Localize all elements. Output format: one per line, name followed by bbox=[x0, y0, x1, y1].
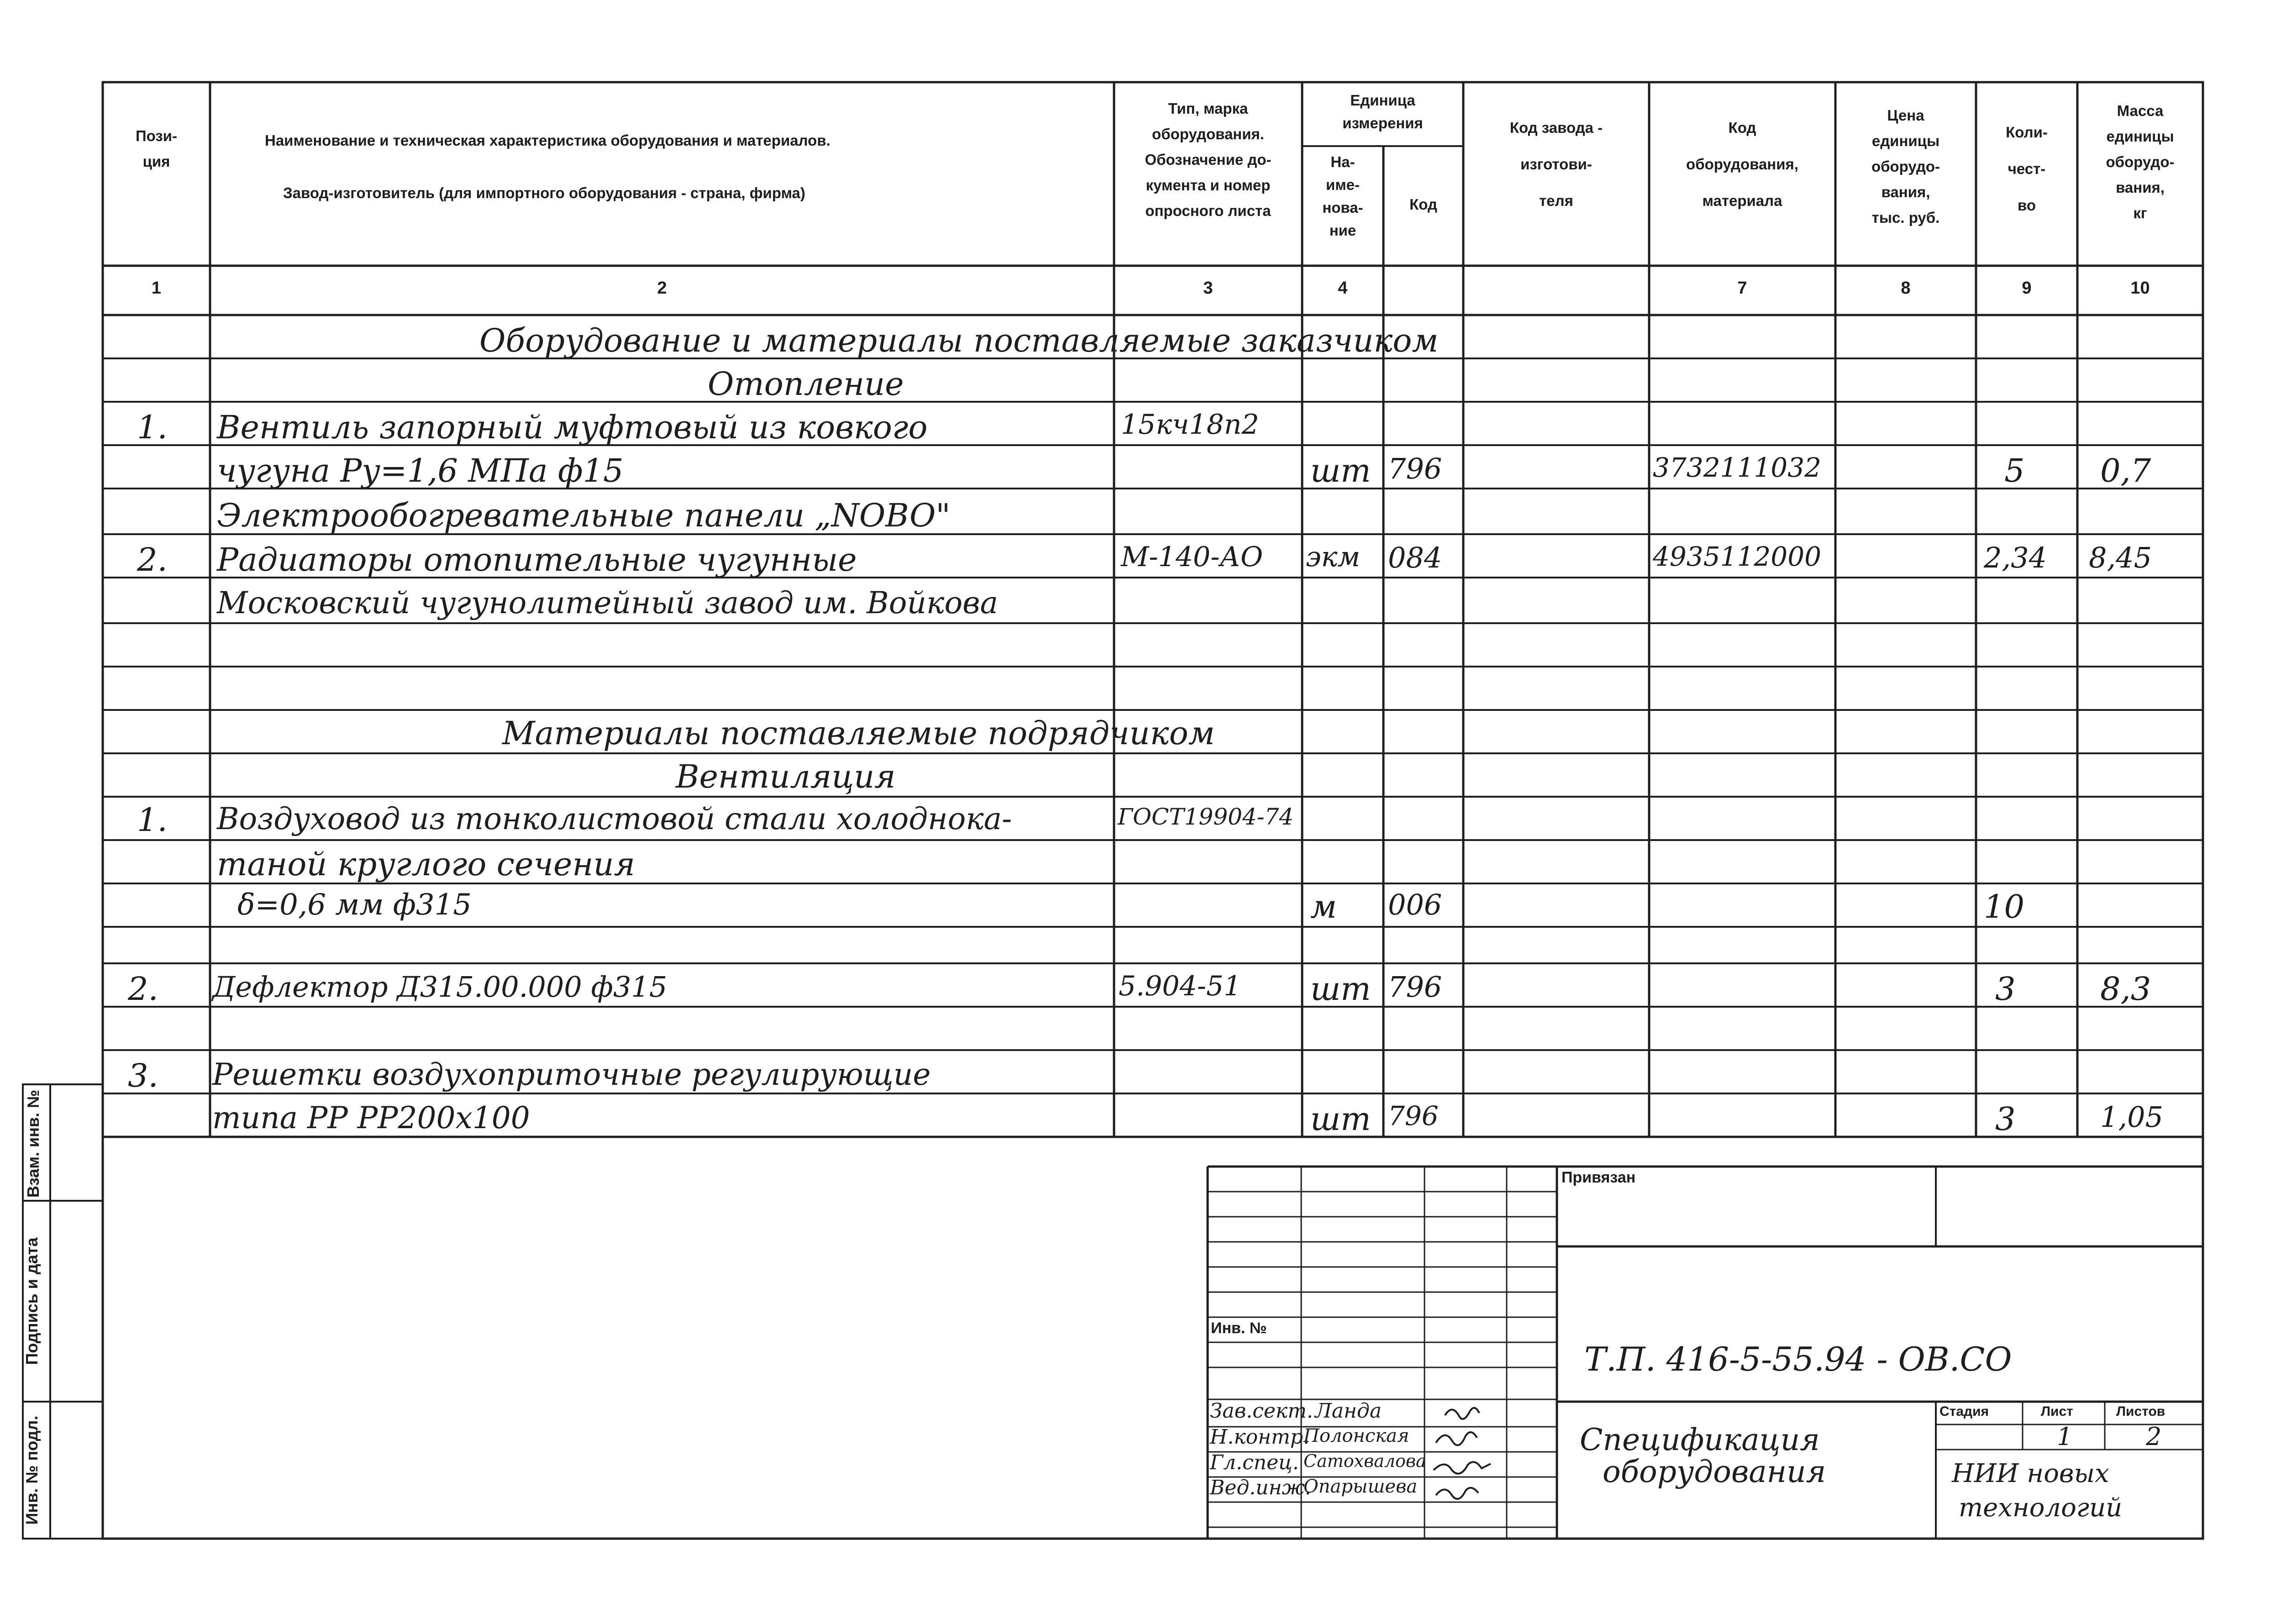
row-unit: шт bbox=[1310, 452, 1371, 489]
header-name-line2: Завод-изготовитель (для импортного оборудования - страна, фирма) bbox=[283, 184, 805, 201]
row-qty: 5 bbox=[2004, 452, 2025, 489]
row-type: М-140-АО bbox=[1121, 541, 1263, 573]
inv-no-label: Инв. № bbox=[1211, 1319, 1267, 1337]
document-code: Т.П. 416-5-55.94 - ОВ.СО bbox=[1584, 1340, 2012, 1378]
header-factory-code: Код завода - изготови- теля bbox=[1509, 119, 1603, 209]
row-name: Воздуховод из тонколистовой стали холоднока- bbox=[217, 801, 1012, 836]
header-mass: Масса единицы оборудо- вания, кг bbox=[2106, 102, 2175, 221]
row-name: Решетки воздухоприточные регулирующие bbox=[212, 1057, 931, 1092]
header-type: Тип, марка оборудования. Обозначение до- кумента и номер опросного листа bbox=[1145, 100, 1272, 219]
row-type: ГОСТ19904-74 bbox=[1118, 804, 1294, 830]
signer-role: Гл.спец. bbox=[1210, 1451, 1299, 1474]
row-unit: шт bbox=[1310, 1100, 1371, 1138]
signer-name: Ланда bbox=[1315, 1399, 1382, 1423]
header-equipment-code: Код оборудования, материала bbox=[1686, 119, 1798, 209]
side-stamp-podpis: Подпись и дата bbox=[22, 1237, 41, 1365]
header-unit-group: Единица измерения bbox=[1342, 92, 1423, 131]
section-title-customer: Оборудование и материалы поставляемые заказчиком bbox=[479, 322, 1439, 359]
signer-name: Полонская bbox=[1303, 1425, 1409, 1446]
row-unit-code: 006 bbox=[1388, 888, 1442, 921]
signer-role: Зав.сект. bbox=[1210, 1399, 1313, 1423]
section-title-heating: Отопление bbox=[708, 365, 904, 403]
signer-name: Сатохвалова bbox=[1303, 1451, 1426, 1471]
side-stamp-vzam: Взам. инв. № bbox=[24, 1089, 42, 1198]
sheets-label: Листов bbox=[2116, 1404, 2165, 1419]
sheet-value: 1 bbox=[2057, 1422, 2073, 1451]
section-title-ventilation: Вентиляция bbox=[676, 758, 896, 795]
row-name: Московский чугунолитейный завод им. Войкова bbox=[217, 585, 998, 620]
signer-name: Опарышева bbox=[1303, 1476, 1418, 1497]
header-unit-name: На- име- нова- ние bbox=[1322, 153, 1363, 239]
row-qty: 10 bbox=[1984, 888, 2025, 925]
document-title-line2: оборудования bbox=[1603, 1454, 1826, 1489]
row-mass: 8,45 bbox=[2089, 541, 2152, 574]
signer-role: Н.контр. bbox=[1210, 1425, 1309, 1449]
row-name: чугуна Ру=1,6 МПа ф15 bbox=[217, 452, 624, 489]
organization-line1: НИИ новых bbox=[1952, 1459, 2109, 1488]
row-mass: 8,3 bbox=[2100, 970, 2151, 1008]
row-qty: 3 bbox=[1995, 970, 2016, 1008]
row-qty: 2,34 bbox=[1984, 541, 2047, 574]
row-unit-code: 796 bbox=[1388, 1100, 1439, 1131]
row-pos: 2. bbox=[137, 541, 168, 578]
sheet-label: Лист bbox=[2041, 1404, 2073, 1419]
row-name: Дефлектор Д315.00.000 ф315 bbox=[212, 970, 667, 1004]
row-unit: экм bbox=[1306, 541, 1361, 573]
col-number-7: 7 bbox=[1737, 279, 1747, 298]
col-number-3: 3 bbox=[1203, 279, 1213, 298]
privyazan-label: Привязан bbox=[1561, 1169, 1636, 1186]
col-number-1: 1 bbox=[151, 279, 162, 298]
row-name: Электрообогревательные панели „NOBO" bbox=[217, 497, 951, 534]
signer-role: Вед.инж. bbox=[1210, 1476, 1311, 1499]
sheets-value: 2 bbox=[2146, 1422, 2162, 1451]
row-unit-code: 796 bbox=[1388, 970, 1442, 1004]
organization-line2: технологий bbox=[1959, 1493, 2123, 1523]
col-number-8: 8 bbox=[1901, 279, 1911, 298]
side-stamp-inv-podl: Инв. № подл. bbox=[22, 1415, 41, 1525]
section-title-contractor: Материалы поставляемые подрядчиком bbox=[502, 715, 1215, 752]
header-name-line1: Наименование и техническая характеристика оборудования и материалов. bbox=[265, 132, 830, 149]
col-number-2: 2 bbox=[657, 279, 667, 298]
row-unit: м bbox=[1310, 888, 1337, 925]
document-title-line1: Спецификация bbox=[1580, 1422, 1820, 1457]
header-position: Пози- ция bbox=[135, 127, 178, 170]
row-pos: 1. bbox=[137, 409, 168, 446]
row-name: Радиаторы отопительные чугунные bbox=[217, 541, 857, 578]
row-pos: 2. bbox=[128, 970, 158, 1008]
row-pos: 1. bbox=[137, 801, 168, 839]
row-qty: 3 bbox=[1995, 1100, 2016, 1138]
row-unit-code: 084 bbox=[1388, 541, 1442, 574]
row-type: 15кч18п2 bbox=[1121, 409, 1259, 441]
row-name: Вентиль запорный муфтовый из ковкого bbox=[217, 409, 928, 446]
col-number-9: 9 bbox=[2022, 279, 2032, 298]
row-pos: 3. bbox=[128, 1057, 158, 1094]
header-quantity: Коли- чест- во bbox=[2006, 124, 2048, 214]
row-equipment-code: 3732111032 bbox=[1653, 452, 1822, 483]
row-equipment-code: 4935112000 bbox=[1653, 541, 1822, 572]
row-mass: 0,7 bbox=[2100, 452, 2151, 489]
row-type: 5.904-51 bbox=[1119, 970, 1241, 1002]
row-unit-code: 796 bbox=[1388, 452, 1442, 485]
stage-label: Стадия bbox=[1939, 1404, 1989, 1419]
header-price: Цена единицы оборудо- вания, тыс. руб. bbox=[1871, 107, 1940, 226]
row-name: таной круглого сечения bbox=[217, 846, 635, 883]
row-name: типа РР РР200х100 bbox=[212, 1100, 530, 1135]
header-unit-code: Код bbox=[1409, 196, 1437, 213]
row-mass: 1,05 bbox=[2100, 1100, 2164, 1134]
col-number-10: 10 bbox=[2130, 279, 2150, 298]
row-unit: шт bbox=[1310, 970, 1371, 1008]
row-name: δ=0,6 мм ф315 bbox=[237, 888, 472, 922]
handwritten-signatures bbox=[1427, 1397, 1559, 1507]
col-number-4: 4 bbox=[1338, 279, 1348, 298]
